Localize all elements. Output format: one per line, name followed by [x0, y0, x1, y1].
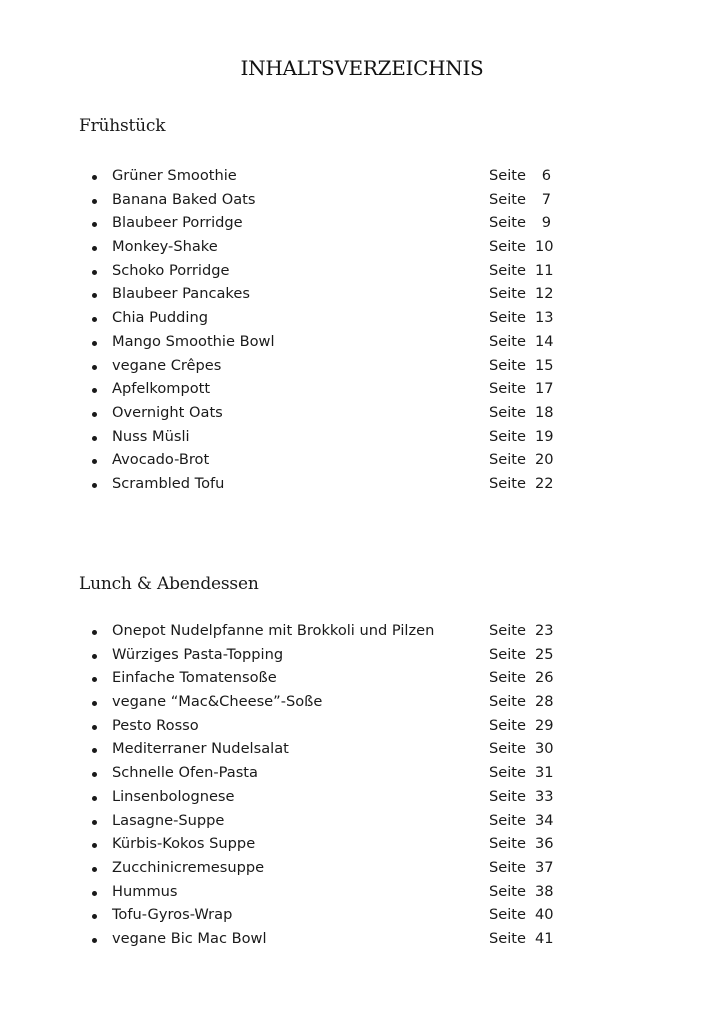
toc-entry — [92, 693, 572, 717]
bullet-icon — [92, 772, 97, 777]
toc-entry — [92, 238, 572, 262]
recipe-name: Blaubeer Porridge — [112, 214, 243, 232]
toc-entry — [92, 404, 572, 428]
bullet-icon — [92, 843, 97, 848]
toc-entry — [92, 191, 572, 215]
toc-entry — [92, 740, 572, 764]
bullet-icon — [92, 412, 97, 417]
page-number: 12 — [535, 285, 554, 303]
page-number: 22 — [535, 474, 554, 492]
toc-entry — [92, 262, 572, 286]
bullet-icon — [92, 796, 97, 801]
recipe-name: Scrambled Tofu — [112, 474, 225, 492]
page-label: Seite — [489, 811, 526, 829]
page-number: 14 — [535, 332, 554, 350]
page-number: 26 — [535, 669, 554, 687]
bullet-icon — [92, 701, 97, 706]
toc-entry — [92, 451, 572, 475]
recipe-name: Monkey-Shake — [112, 238, 218, 256]
toc-entry — [92, 906, 572, 930]
bullet-icon — [92, 341, 97, 346]
toc-entry — [92, 428, 572, 452]
toc-entry — [92, 788, 572, 812]
recipe-name: Würziges Pasta-Topping — [112, 645, 284, 663]
recipe-name: Pesto Rosso — [112, 716, 199, 734]
toc-entry — [92, 475, 572, 499]
page-number: 38 — [535, 882, 554, 900]
page-label: Seite — [489, 716, 526, 734]
toc-list-fruehstueck — [92, 167, 572, 499]
recipe-name: Schoko Porridge — [112, 261, 230, 279]
page-number: 18 — [535, 403, 554, 421]
bullet-icon — [92, 654, 97, 659]
page-number: 31 — [535, 764, 554, 782]
bullet-icon — [92, 483, 97, 488]
section-heading-fruehstueck: Frühstück — [79, 116, 166, 136]
page-label: Seite — [489, 474, 526, 492]
toc-entry — [92, 646, 572, 670]
toc-entry — [92, 859, 572, 883]
page-number: 20 — [535, 451, 554, 469]
recipe-name: Banana Baked Oats — [112, 190, 256, 208]
bullet-icon — [92, 365, 97, 370]
bullet-icon — [92, 246, 97, 251]
recipe-name: Lasagne-Suppe — [112, 811, 225, 829]
page-label: Seite — [489, 835, 526, 853]
recipe-name: Nuss Müsli — [112, 427, 190, 445]
bullet-icon — [92, 388, 97, 393]
page-number: 40 — [535, 906, 554, 924]
bullet-icon — [92, 270, 97, 275]
toc-entry — [92, 167, 572, 191]
page-label: Seite — [489, 190, 526, 208]
bullet-icon — [92, 748, 97, 753]
page-label: Seite — [489, 380, 526, 398]
page-number: 10 — [535, 238, 554, 256]
bullet-icon — [92, 630, 97, 635]
toc-entry — [92, 812, 572, 836]
page-number: 19 — [535, 427, 554, 445]
toc-entry — [92, 357, 572, 381]
page-number: 34 — [535, 811, 554, 829]
recipe-name: Blaubeer Pancakes — [112, 285, 250, 303]
recipe-name: Linsenbolognese — [112, 787, 235, 805]
page-label: Seite — [489, 669, 526, 687]
page-label: Seite — [489, 693, 526, 711]
page-number: 17 — [535, 380, 554, 398]
page-number: 28 — [535, 693, 554, 711]
recipe-name: Hummus — [112, 882, 178, 900]
page-number: 6 — [541, 167, 551, 184]
recipe-name: Tofu-Gyros-Wrap — [112, 906, 233, 924]
recipe-name: Schnelle Ofen-Pasta — [112, 764, 258, 782]
page-number: 25 — [535, 645, 554, 663]
page-number: 41 — [535, 929, 554, 947]
page-label: Seite — [489, 427, 526, 445]
toc-entry — [92, 285, 572, 309]
bullet-icon — [92, 677, 97, 682]
page-label: Seite — [489, 858, 526, 876]
page-label: Seite — [489, 309, 526, 327]
page-label: Seite — [489, 906, 526, 924]
section-heading-lunch-abendessen: Lunch & Abendessen — [79, 574, 259, 594]
bullet-icon — [92, 293, 97, 298]
recipe-name: Kürbis-Kokos Suppe — [112, 835, 256, 853]
bullet-icon — [92, 891, 97, 896]
page-label: Seite — [489, 787, 526, 805]
recipe-name: Mango Smoothie Bowl — [112, 332, 275, 350]
page-number: 15 — [535, 356, 554, 374]
toc-entry — [92, 883, 572, 907]
page-label: Seite — [489, 929, 526, 947]
page-label: Seite — [489, 622, 526, 639]
page-number: 9 — [541, 214, 551, 232]
recipe-name: Apfelkompott — [112, 380, 211, 398]
bullet-icon — [92, 436, 97, 441]
recipe-name: vegane Bic Mac Bowl — [112, 929, 267, 947]
page-label: Seite — [489, 238, 526, 256]
page-number: 37 — [535, 858, 554, 876]
bullet-icon — [92, 199, 97, 204]
toc-list-lunch-abendessen — [92, 622, 572, 954]
page-title: INHALTSVERZEICHNIS — [240, 56, 484, 80]
bullet-icon — [92, 175, 97, 180]
recipe-name: Avocado-Brot — [112, 451, 210, 469]
toc-entry — [92, 380, 572, 404]
recipe-name: vegane Crêpes — [112, 356, 222, 374]
page-label: Seite — [489, 645, 526, 663]
page-label: Seite — [489, 332, 526, 350]
bullet-icon — [92, 725, 97, 730]
toc-entry — [92, 835, 572, 859]
toc-entry — [92, 717, 572, 741]
page-number: 11 — [535, 261, 554, 279]
page-label: Seite — [489, 451, 526, 469]
page-number: 29 — [535, 716, 554, 734]
page-label: Seite — [489, 167, 526, 184]
bullet-icon — [92, 459, 97, 464]
bullet-icon — [92, 867, 97, 872]
recipe-name: Grüner Smoothie — [112, 167, 237, 184]
toc-entry — [92, 930, 572, 954]
recipe-name: Onepot Nudelpfanne mit Brokkoli und Pilzen — [112, 622, 435, 639]
page-number: 33 — [535, 787, 554, 805]
recipe-name: Mediterraner Nudelsalat — [112, 740, 289, 758]
page-label: Seite — [489, 261, 526, 279]
bullet-icon — [92, 222, 97, 227]
recipe-name: Chia Pudding — [112, 309, 208, 327]
recipe-name: Zucchinicremesuppe — [112, 858, 265, 876]
bullet-icon — [92, 820, 97, 825]
toc-entry — [92, 669, 572, 693]
page-label: Seite — [489, 403, 526, 421]
recipe-name: vegane “Mac&Cheese”-Soße — [112, 693, 323, 711]
page-label: Seite — [489, 285, 526, 303]
toc-entry — [92, 333, 572, 357]
page-number: 36 — [535, 835, 554, 853]
bullet-icon — [92, 317, 97, 322]
page-number: 13 — [535, 309, 554, 327]
recipe-name: Einfache Tomatensoße — [112, 669, 277, 687]
toc-entry — [92, 214, 572, 238]
page-label: Seite — [489, 764, 526, 782]
page-number: 7 — [541, 190, 551, 208]
page-label: Seite — [489, 214, 526, 232]
page-label: Seite — [489, 356, 526, 374]
page-number: 30 — [535, 740, 554, 758]
bullet-icon — [92, 938, 97, 943]
toc-entry — [92, 309, 572, 333]
page-label: Seite — [489, 740, 526, 758]
recipe-name: Overnight Oats — [112, 403, 223, 421]
page-number: 23 — [535, 622, 554, 639]
toc-entry — [92, 622, 572, 646]
toc-entry — [92, 764, 572, 788]
page-label: Seite — [489, 882, 526, 900]
bullet-icon — [92, 914, 97, 919]
